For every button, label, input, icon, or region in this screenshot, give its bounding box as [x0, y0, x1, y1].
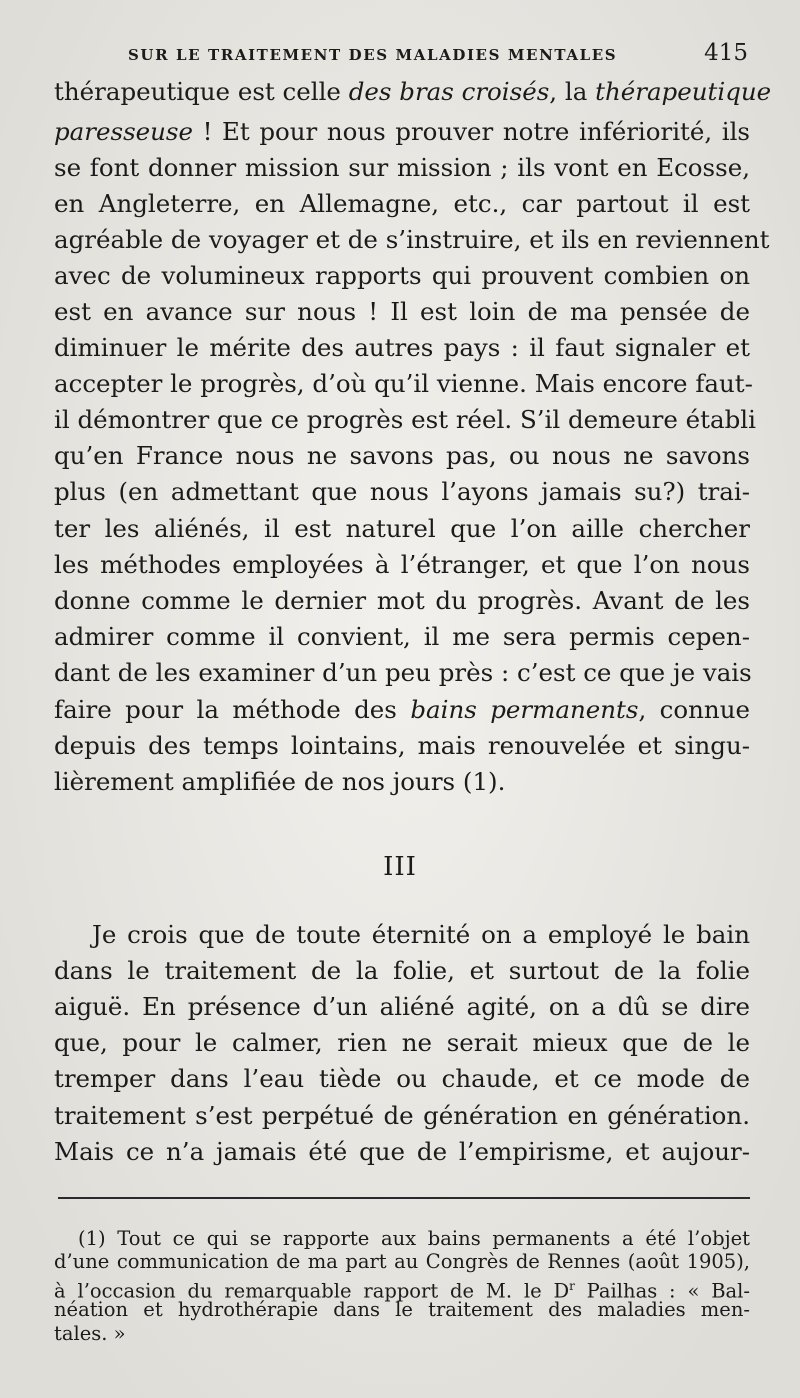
text-line: les méthodes employées à l’étranger, et que l’on nous — [54, 550, 750, 579]
footnote-line: d’une communication de ma part au Congrès de Rennes (août 1905), — [54, 1250, 750, 1273]
text-line: est en avance sur nous ! Il est loin de ma pensée de — [54, 297, 750, 326]
text-line: admirer comme il convient, il me sera permis cepen- — [54, 622, 750, 651]
text-line: qu’en France nous ne savons pas, ou nous ne savons — [54, 441, 750, 470]
footnote-line: (1) Tout ce qui se rapporte aux bains permanents a été l’objet — [78, 1227, 750, 1250]
italic-phrase: thérapeutique — [595, 77, 772, 106]
text-line: dans le traitement de la folie, et surtout de la folie — [54, 956, 750, 985]
page-number: 415 — [704, 40, 748, 66]
text-line: traitement s’est perpétué de génération en génération. — [54, 1101, 750, 1130]
italic-phrase: paresseuse — [54, 117, 193, 146]
text-run: , connue — [638, 695, 750, 724]
text-line — [54, 695, 750, 725]
text-line: depuis des temps lointains, mais renouvelée et singu- — [54, 731, 750, 760]
footnote-divider — [58, 1197, 750, 1199]
text-line: lièrement amplifiée de nos jours (1). — [54, 767, 506, 796]
text-run: à l’occasion du remarquable rapport de M. le D — [54, 1279, 570, 1303]
text-line: il démontrer que ce progrès est réel. S’il demeure établi — [54, 405, 756, 434]
text-line: avec de volumineux rapports qui prouvent combien on — [54, 261, 750, 290]
italic-phrase: des bras croisés — [348, 77, 550, 106]
text-line — [54, 117, 750, 147]
superscript: r — [569, 1279, 575, 1293]
text-line: dant de les examiner d’un peu près : c’est ce que je vais — [54, 658, 752, 687]
running-title: SUR LE TRAITEMENT DES MALADIES MENTALES — [128, 46, 618, 64]
italic-phrase: bains permanents — [410, 695, 639, 724]
text-line: que, pour le calmer, rien ne serait mieux que de le — [54, 1028, 750, 1057]
footnote-line: néation et hydrothérapie dans le traitement des maladies men- — [54, 1298, 750, 1321]
text-line: donne comme le dernier mot du progrès. Avant de les — [54, 586, 750, 615]
text-line: ter les aliénés, il est naturel que l’on aille chercher — [54, 514, 750, 543]
text-line: Je crois que de toute éternité on a employé le bain — [92, 920, 750, 949]
text-run: Pailhas : « Bal- — [574, 1279, 750, 1303]
text-line: accepter le progrès, d’où qu’il vienne. Mais encore faut- — [54, 369, 753, 398]
text-run: thérapeutique est celle — [54, 77, 349, 106]
text-line: tremper dans l’eau tiède ou chaude, et ce mode de — [54, 1064, 750, 1093]
text-line: agréable de voyager et de s’instruire, et ils en reviennent — [54, 225, 770, 254]
text-line — [54, 77, 772, 107]
text-line: aiguë. En présence d’un aliéné agité, on a dû se dire — [54, 992, 750, 1021]
section-heading: III — [383, 852, 417, 882]
text-line: diminuer le mérite des autres pays : il faut signaler et — [54, 333, 750, 362]
text-run: faire pour la méthode des — [54, 695, 411, 724]
running-head — [128, 40, 748, 70]
text-line: en Angleterre, en Allemagne, etc., car partout il est — [54, 189, 750, 218]
text-run: ! Et pour nous prouver notre infériorité, ils — [193, 117, 750, 146]
text-line: plus (en admettant que nous l’ayons jamais su?) trai- — [54, 477, 750, 506]
footnote-line: tales. » — [54, 1322, 126, 1345]
text-line: Mais ce n’a jamais été que de l’empirisme, et aujour- — [54, 1137, 750, 1166]
text-line: se font donner mission sur mission ; ils vont en Ecosse, — [54, 153, 750, 182]
text-run: , la — [549, 77, 596, 106]
